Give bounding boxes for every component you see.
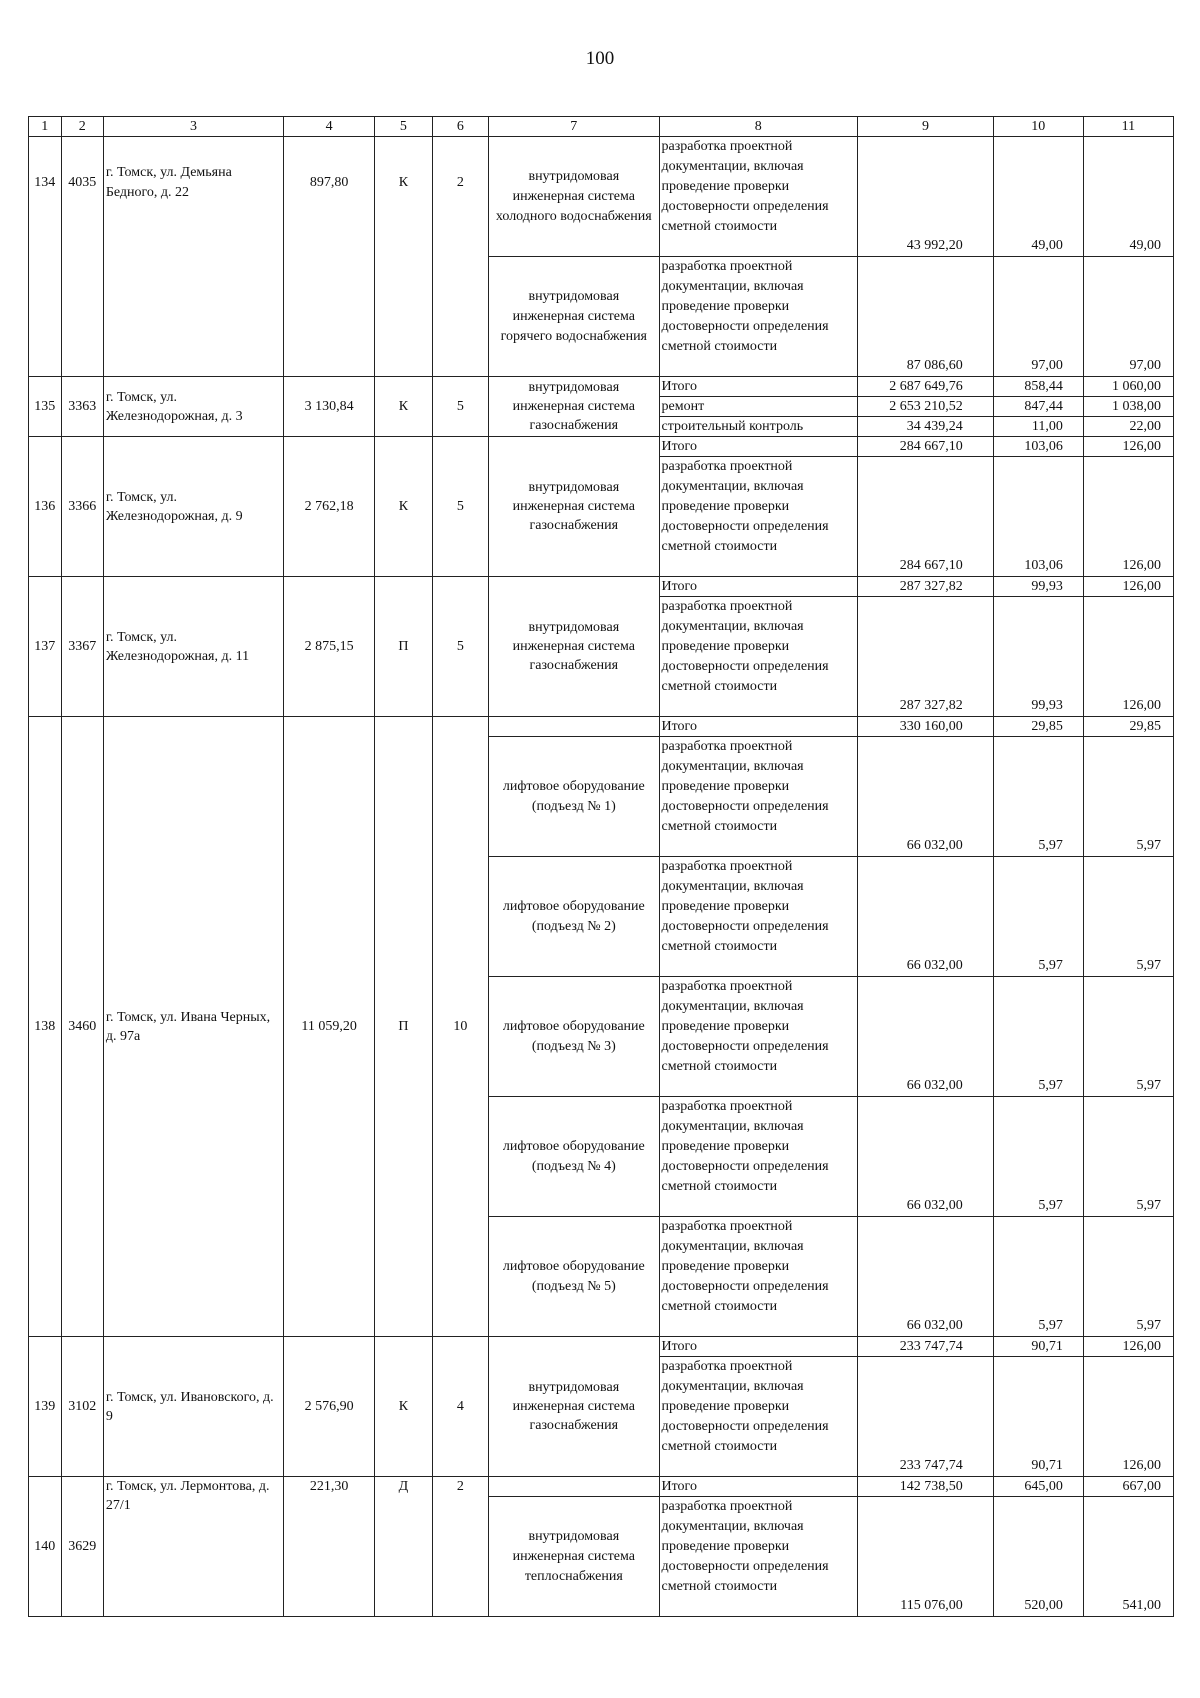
capital-repair-table: [28, 116, 1174, 1617]
cost-value: 287 327,82: [858, 577, 994, 597]
max-unit-cost: 97,00: [1083, 257, 1173, 377]
unit-cost: 11,00: [993, 417, 1083, 437]
cost-value: 115 076,00: [858, 1497, 994, 1617]
floors: 4: [432, 1337, 488, 1477]
floors: 5: [432, 437, 488, 577]
max-unit-cost: 29,85: [1083, 717, 1173, 737]
max-unit-cost: 126,00: [1083, 437, 1173, 457]
max-unit-cost: 22,00: [1083, 417, 1173, 437]
work-type: Итого: [659, 1477, 858, 1497]
system-name: внутридомовая инженерная система газоснабжения: [489, 577, 659, 717]
work-type: разработка проектной документации, включая проведение проверки достоверности определения сметной стоимости: [659, 457, 858, 577]
cost-value: 330 160,00: [858, 717, 994, 737]
wall-type: П: [375, 577, 433, 717]
max-unit-cost: 5,97: [1083, 737, 1173, 857]
unit-cost: 847,44: [993, 397, 1083, 417]
area: 221,30: [284, 1477, 375, 1617]
address: г. Томск, ул. Железнодорожная, д. 3: [103, 377, 283, 437]
house-code: 3367: [61, 577, 103, 717]
unit-cost: 520,00: [993, 1497, 1083, 1617]
floors: 10: [432, 717, 488, 1337]
work-type: Итого: [659, 377, 858, 397]
col-header: 2: [61, 117, 103, 137]
page-number: 100: [585, 48, 615, 69]
area: 2 576,90: [284, 1337, 375, 1477]
house-code: 4035: [61, 137, 103, 377]
unit-cost: 49,00: [993, 137, 1083, 257]
row-number: 139: [29, 1337, 62, 1477]
wall-type: К: [375, 377, 433, 437]
work-type: разработка проектной документации, включая проведение проверки достоверности определения сметной стоимости: [659, 257, 858, 377]
cost-value: 233 747,74: [858, 1337, 994, 1357]
system-name: лифтовое оборудование (подъезд № 3): [489, 977, 659, 1097]
max-unit-cost: 126,00: [1083, 1357, 1173, 1477]
cost-value: 233 747,74: [858, 1357, 994, 1477]
max-unit-cost: 126,00: [1083, 457, 1173, 577]
col-header: 3: [103, 117, 283, 137]
cost-value: 66 032,00: [858, 1217, 994, 1337]
max-unit-cost: 5,97: [1083, 1097, 1173, 1217]
work-type: Итого: [659, 437, 858, 457]
max-unit-cost: 541,00: [1083, 1497, 1173, 1617]
work-type: разработка проектной документации, включая проведение проверки достоверности определения сметной стоимости: [659, 1097, 858, 1217]
col-header: 11: [1083, 117, 1173, 137]
unit-cost: 858,44: [993, 377, 1083, 397]
system-name-empty: [489, 717, 659, 737]
system-name: внутридомовая инженерная система газоснабжения: [489, 377, 659, 437]
col-header: 5: [375, 117, 433, 137]
work-type: разработка проектной документации, включая проведение проверки достоверности определения сметной стоимости: [659, 737, 858, 857]
system-name: лифтовое оборудование (подъезд № 1): [489, 737, 659, 857]
house-code: 3102: [61, 1337, 103, 1477]
floors: 5: [432, 577, 488, 717]
system-name-empty: [489, 1477, 659, 1497]
area: 11 059,20: [284, 717, 375, 1337]
wall-type: К: [375, 437, 433, 577]
max-unit-cost: 1 038,00: [1083, 397, 1173, 417]
system-name: внутридомовая инженерная система горячего водоснабжения: [489, 257, 659, 377]
table-row: [29, 1477, 1174, 1497]
cost-value: 2 653 210,52: [858, 397, 994, 417]
cost-value: 2 687 649,76: [858, 377, 994, 397]
address: г. Томск, ул. Ивановского, д. 9: [103, 1337, 283, 1477]
table-header: [29, 117, 1174, 137]
unit-cost: 103,06: [993, 457, 1083, 577]
address: г. Томск, ул. Лермонтова, д. 27/1: [103, 1477, 283, 1617]
wall-type: К: [375, 137, 433, 377]
cost-value: 66 032,00: [858, 977, 994, 1097]
row-number: 137: [29, 577, 62, 717]
system-name: внутридомовая инженерная система теплоснабжения: [489, 1497, 659, 1617]
cost-value: 66 032,00: [858, 737, 994, 857]
system-name: лифтовое оборудование (подъезд № 4): [489, 1097, 659, 1217]
unit-cost: 29,85: [993, 717, 1083, 737]
cost-value: 287 327,82: [858, 597, 994, 717]
house-code: 3460: [61, 717, 103, 1337]
table-row: [29, 437, 1174, 457]
cost-value: 284 667,10: [858, 437, 994, 457]
work-type: разработка проектной документации, включая проведение проверки достоверности определения сметной стоимости: [659, 857, 858, 977]
row-number: 135: [29, 377, 62, 437]
row-number: 134: [29, 137, 62, 377]
wall-type: К: [375, 1337, 433, 1477]
cost-value: 284 667,10: [858, 457, 994, 577]
row-number: 140: [29, 1477, 62, 1617]
system-name: лифтовое оборудование (подъезд № 5): [489, 1217, 659, 1337]
system-name: внутридомовая инженерная система холодного водоснабжения: [489, 137, 659, 257]
unit-cost: 90,71: [993, 1337, 1083, 1357]
cost-value: 87 086,60: [858, 257, 994, 377]
house-code: 3363: [61, 377, 103, 437]
col-header: 1: [29, 117, 62, 137]
max-unit-cost: 1 060,00: [1083, 377, 1173, 397]
work-type: Итого: [659, 577, 858, 597]
address: г. Томск, ул. Железнодорожная, д. 9: [103, 437, 283, 577]
unit-cost: 103,06: [993, 437, 1083, 457]
max-unit-cost: 5,97: [1083, 1217, 1173, 1337]
col-header: 7: [489, 117, 659, 137]
address: г. Томск, ул. Железнодорожная, д. 11: [103, 577, 283, 717]
area: 897,80: [284, 137, 375, 377]
table-row: [29, 137, 1174, 257]
unit-cost: 90,71: [993, 1357, 1083, 1477]
address: г. Томск, ул. Ивана Черных, д. 97а: [103, 717, 283, 1337]
unit-cost: 5,97: [993, 977, 1083, 1097]
max-unit-cost: 5,97: [1083, 977, 1173, 1097]
system-name: лифтовое оборудование (подъезд № 2): [489, 857, 659, 977]
table-row: [29, 717, 1174, 737]
max-unit-cost: 126,00: [1083, 1337, 1173, 1357]
floors: 5: [432, 377, 488, 437]
cost-value: 43 992,20: [858, 137, 994, 257]
wall-type: Д: [375, 1477, 433, 1617]
max-unit-cost: 126,00: [1083, 597, 1173, 717]
work-type: разработка проектной документации, включая проведение проверки достоверности определения сметной стоимости: [659, 977, 858, 1097]
col-header: 10: [993, 117, 1083, 137]
max-unit-cost: 49,00: [1083, 137, 1173, 257]
table-row: [29, 1337, 1174, 1357]
work-type: разработка проектной документации, включая проведение проверки достоверности определения сметной стоимости: [659, 137, 858, 257]
table-row: [29, 577, 1174, 597]
max-unit-cost: 667,00: [1083, 1477, 1173, 1497]
house-code: 3629: [61, 1477, 103, 1617]
work-type: ремонт: [659, 397, 858, 417]
work-type: Итого: [659, 717, 858, 737]
wall-type: П: [375, 717, 433, 1337]
col-header: 6: [432, 117, 488, 137]
area: 3 130,84: [284, 377, 375, 437]
cost-value: 142 738,50: [858, 1477, 994, 1497]
cost-value: 34 439,24: [858, 417, 994, 437]
work-type: Итого: [659, 1337, 858, 1357]
address: г. Томск, ул. Демьяна Бедного, д. 22: [103, 137, 283, 377]
work-type: разработка проектной документации, включая проведение проверки достоверности определения сметной стоимости: [659, 1497, 858, 1617]
floors: 2: [432, 137, 488, 377]
area: 2 875,15: [284, 577, 375, 717]
cost-value: 66 032,00: [858, 1097, 994, 1217]
col-header: 8: [659, 117, 858, 137]
unit-cost: 645,00: [993, 1477, 1083, 1497]
table-row: [29, 377, 1174, 397]
work-type: строительный контроль: [659, 417, 858, 437]
work-type: разработка проектной документации, включая проведение проверки достоверности определения сметной стоимости: [659, 1357, 858, 1477]
unit-cost: 99,93: [993, 577, 1083, 597]
work-type: разработка проектной документации, включая проведение проверки достоверности определения сметной стоимости: [659, 1217, 858, 1337]
unit-cost: 97,00: [993, 257, 1083, 377]
cost-value: 66 032,00: [858, 857, 994, 977]
row-number: 136: [29, 437, 62, 577]
unit-cost: 5,97: [993, 737, 1083, 857]
system-name: внутридомовая инженерная система газоснабжения: [489, 437, 659, 577]
unit-cost: 5,97: [993, 1097, 1083, 1217]
max-unit-cost: 5,97: [1083, 857, 1173, 977]
house-code: 3366: [61, 437, 103, 577]
unit-cost: 5,97: [993, 1217, 1083, 1337]
max-unit-cost: 126,00: [1083, 577, 1173, 597]
system-name: внутридомовая инженерная система газоснабжения: [489, 1337, 659, 1477]
row-number: 138: [29, 717, 62, 1337]
unit-cost: 5,97: [993, 857, 1083, 977]
work-type: разработка проектной документации, включая проведение проверки достоверности определения сметной стоимости: [659, 597, 858, 717]
col-header: 9: [858, 117, 994, 137]
col-header: 4: [284, 117, 375, 137]
floors: 2: [432, 1477, 488, 1617]
unit-cost: 99,93: [993, 597, 1083, 717]
area: 2 762,18: [284, 437, 375, 577]
